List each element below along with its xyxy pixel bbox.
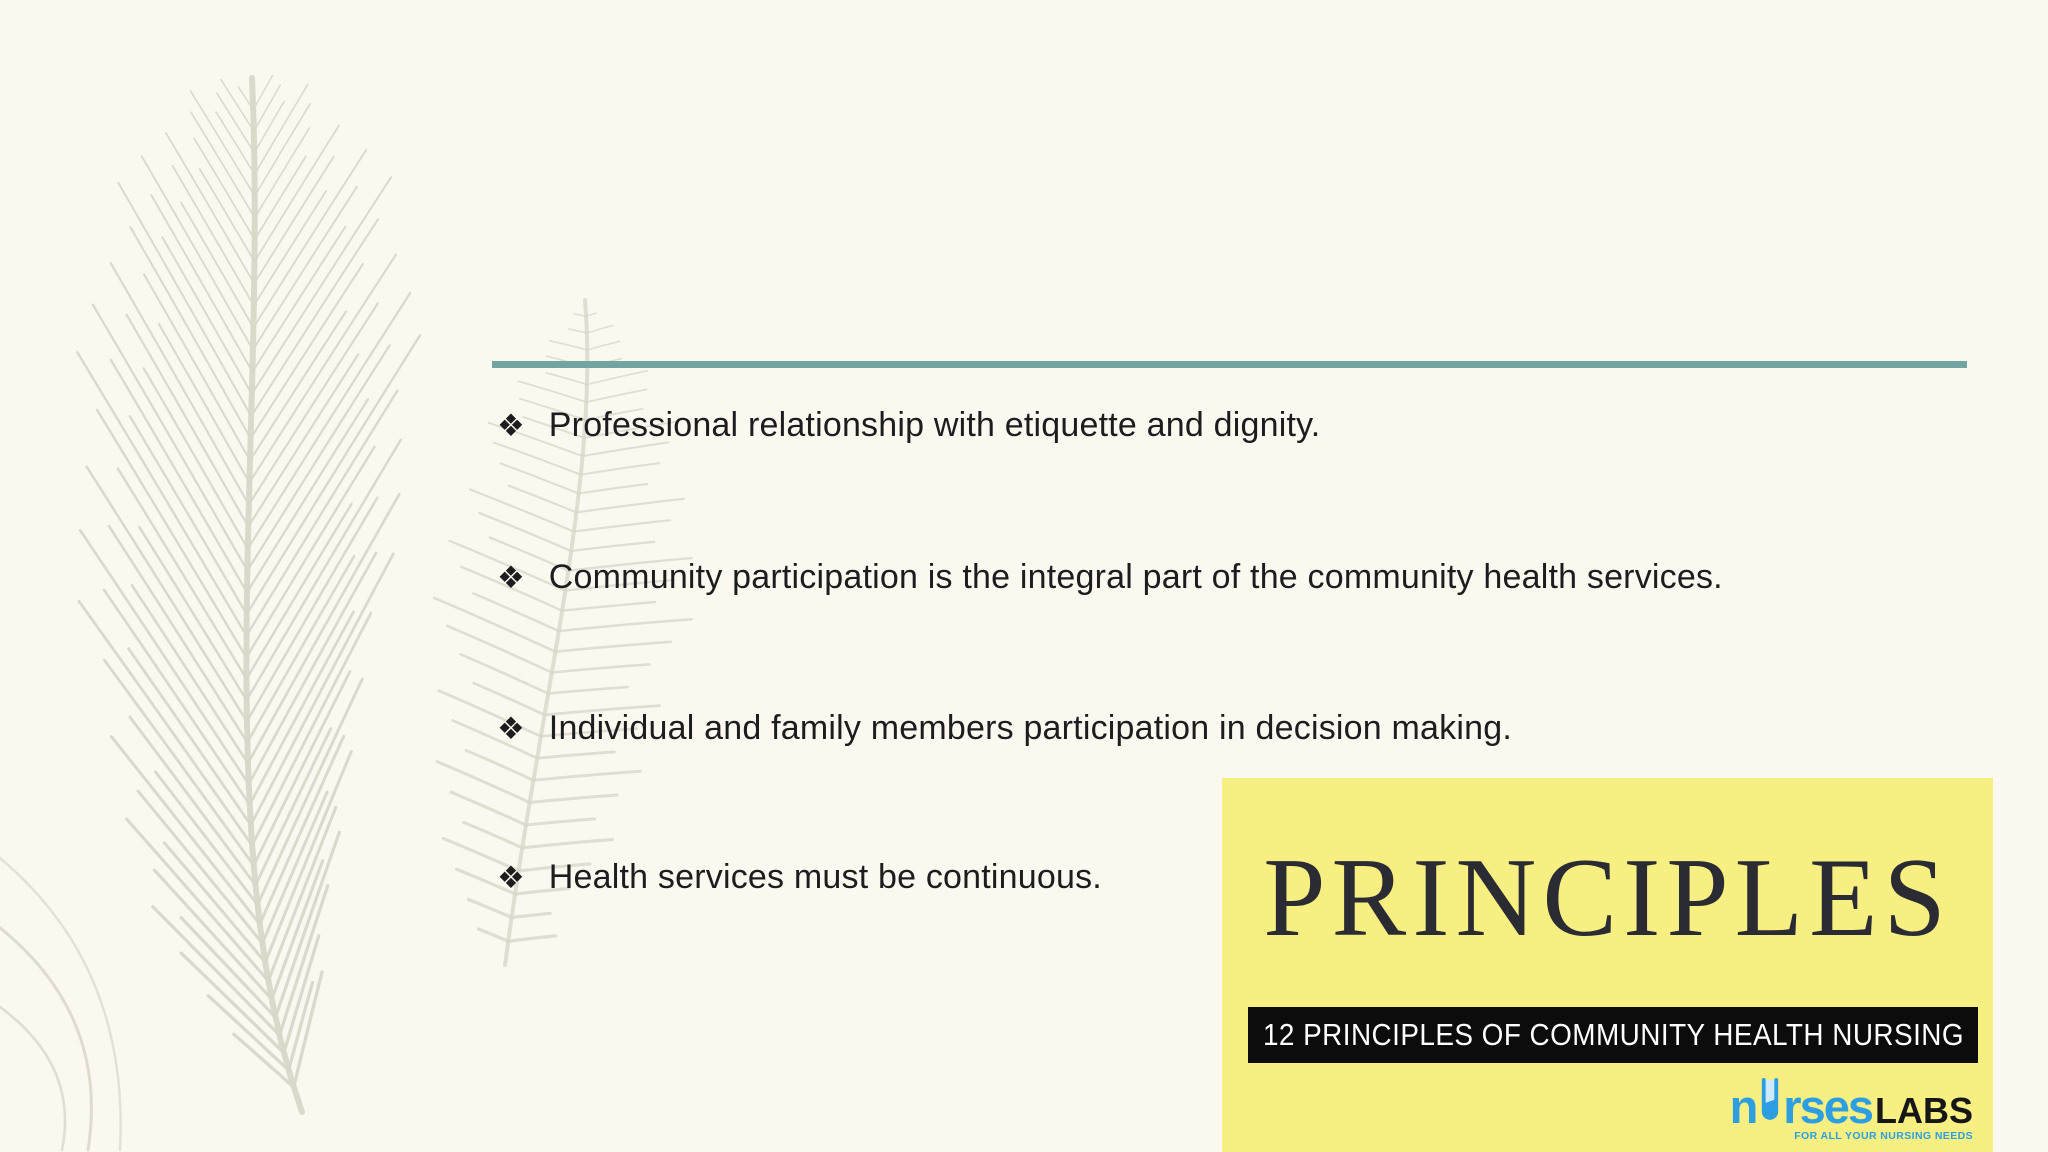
principles-card xyxy=(1222,778,1993,1152)
bullet-text: Community participation is the integral part of the community health services. xyxy=(548,557,1723,596)
bullet-item xyxy=(497,401,1320,449)
bullet-text: Health services must be continuous. xyxy=(548,857,1102,896)
diamond-bullet-icon: ❖ xyxy=(497,710,525,746)
logo-word-mid: rses xyxy=(1783,1080,1872,1133)
accent-divider-line xyxy=(492,361,1967,368)
bullet-text: Individual and family members participation in decision making. xyxy=(548,708,1512,747)
diamond-bullet-icon: ❖ xyxy=(497,559,525,595)
diamond-bullet-icon: ❖ xyxy=(497,407,525,443)
logo-word-start: n xyxy=(1729,1080,1757,1133)
logo-word-end: LABS xyxy=(1875,1090,1973,1131)
test-tube-icon xyxy=(1757,1076,1782,1130)
ribbon-banner xyxy=(1248,1007,1978,1063)
bullet-item xyxy=(497,853,1102,901)
bullet-text: Professional relationship with etiquette and dignity. xyxy=(548,405,1321,444)
bullet-item xyxy=(497,704,1512,752)
ribbon-label: 12 PRINCIPLES OF COMMUNITY HEALTH NURSING xyxy=(1262,1017,1964,1052)
diamond-bullet-icon: ❖ xyxy=(497,859,525,895)
logo-tagline: FOR ALL YOUR NURSING NEEDS xyxy=(1794,1130,1973,1142)
nurseslabs-logo xyxy=(1730,1076,1973,1142)
bullet-item xyxy=(497,553,1723,601)
principles-title: PRINCIPLES xyxy=(1263,836,1952,960)
